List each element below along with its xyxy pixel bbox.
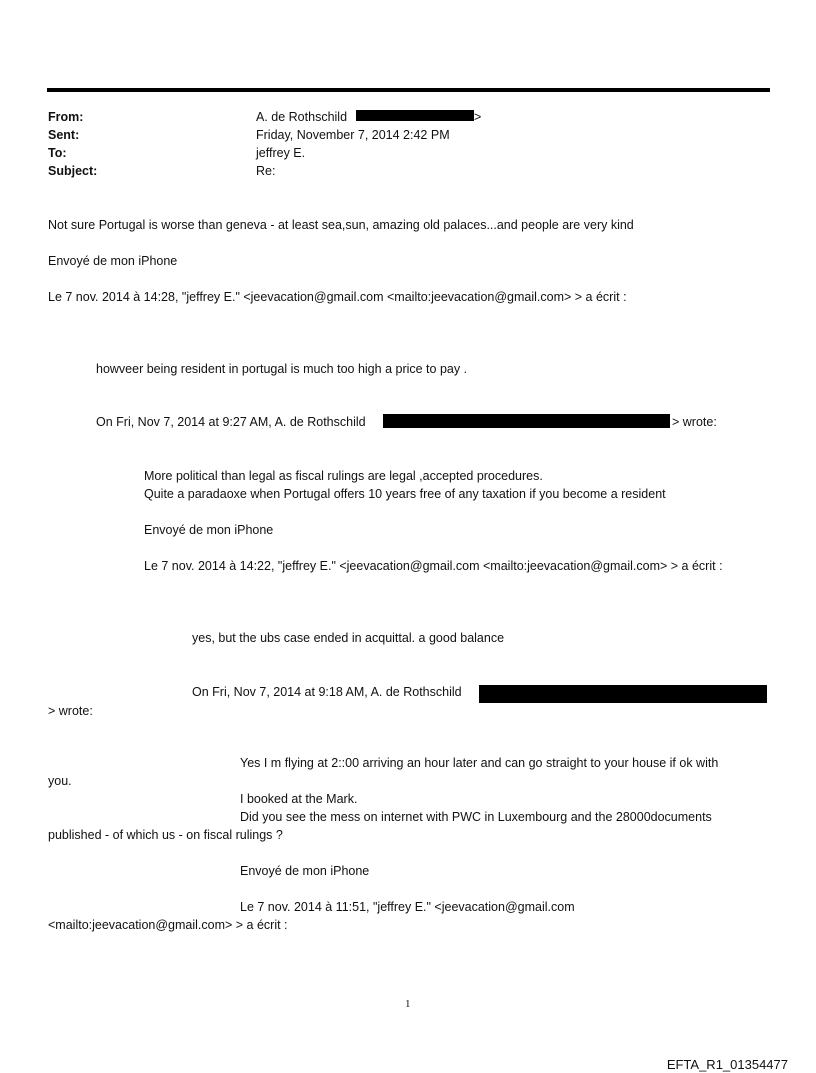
quote-header-suffix: > wrote: — [672, 415, 717, 429]
reply-line: Quite a paradaoxe when Portugal offers 10 years free of any taxation if you become a resident — [144, 487, 666, 501]
quote-header-wrap: > wrote: — [48, 704, 93, 718]
reply-line: I booked at the Mark. — [240, 792, 358, 806]
signature-line: Envoyé de mon iPhone — [144, 523, 274, 537]
to-value: jeffrey E. — [256, 146, 306, 160]
quote-header: Le 7 nov. 2014 à 14:28, "jeffrey E." <jeevacation@gmail.com <mailto:jeevacation@gmail.com> > a écrit : — [48, 290, 627, 304]
subject-value: Re: — [256, 164, 276, 178]
from-label: From: — [48, 110, 84, 124]
quote-header-wrap: <mailto:jeevacation@gmail.com> > a écrit : — [48, 918, 288, 932]
quote-header: Le 7 nov. 2014 à 14:22, "jeffrey E." <jeevacation@gmail.com <mailto:jeevacation@gmail.com> > a écrit : — [144, 559, 723, 573]
quote-header-prefix: On Fri, Nov 7, 2014 at 9:18 AM, A. de Rothschild — [192, 685, 462, 699]
body-line: Not sure Portugal is worse than geneva - at least sea,sun, amazing old palaces...and people are very kind — [48, 218, 634, 232]
reply-line: howveer being resident in portugal is much too high a price to pay . — [96, 362, 468, 376]
to-label: To: — [48, 146, 67, 160]
from-suffix: > — [474, 110, 482, 124]
reply-line: More political than legal as fiscal rulings are legal ,accepted procedures. — [144, 469, 543, 483]
page-number: 1 — [405, 998, 411, 1010]
reply-line-wrap: published - of which us - on fiscal rulings ? — [48, 828, 283, 842]
sent-value: Friday, November 7, 2014 2:42 PM — [256, 128, 450, 142]
subject-label: Subject: — [48, 164, 98, 178]
redaction-box — [479, 685, 767, 703]
sent-label: Sent: — [48, 128, 80, 142]
from-value: A. de Rothschild — [256, 110, 348, 124]
reply-line: Yes I m flying at 2::00 arriving an hour later and can go straight to your house if ok with — [240, 756, 719, 770]
reply-line: yes, but the ubs case ended in acquittal. a good balance — [192, 631, 505, 645]
reply-line-wrap: you. — [48, 774, 72, 788]
header-rule — [47, 88, 770, 92]
signature-line: Envoyé de mon iPhone — [48, 254, 178, 268]
redaction-box — [356, 110, 474, 121]
reply-line: Did you see the mess on internet with PWC in Luxembourg and the 28000documents — [240, 810, 712, 824]
quote-header: Le 7 nov. 2014 à 11:51, "jeffrey E." <jeevacation@gmail.com — [240, 900, 575, 914]
redaction-box — [383, 414, 670, 428]
signature-line: Envoyé de mon iPhone — [240, 864, 370, 878]
document-id: EFTA_R1_01354477 — [666, 1057, 788, 1072]
quote-header-prefix: On Fri, Nov 7, 2014 at 9:27 AM, A. de Rothschild — [96, 415, 366, 429]
